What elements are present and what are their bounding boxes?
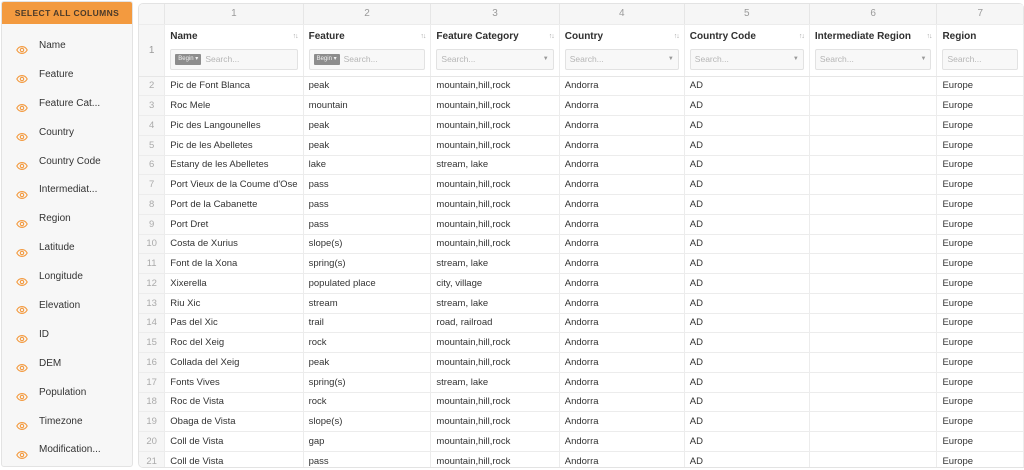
- column-visibility-panel: [1, 1, 133, 467]
- cell-country[interactable]: Andorra: [559, 195, 684, 215]
- cell-region[interactable]: Europe: [937, 195, 1024, 215]
- column-number[interactable]: 3: [431, 4, 559, 24]
- cell-region[interactable]: Europe: [937, 293, 1024, 313]
- cell-feature[interactable]: pass: [303, 175, 431, 195]
- cell-feature[interactable]: pass: [303, 214, 431, 234]
- row-number: 4: [139, 116, 165, 136]
- table-row[interactable]: [139, 116, 1024, 136]
- cell-region[interactable]: Europe: [937, 274, 1024, 294]
- column-toggle-label: Timezone: [39, 415, 83, 427]
- column-title[interactable]: Name: [170, 31, 198, 42]
- data-grid: [138, 3, 1024, 468]
- cell-country[interactable]: Andorra: [559, 116, 684, 136]
- cell-feature[interactable]: pass: [303, 195, 431, 215]
- cell-category[interactable]: mountain,hill,rock: [431, 214, 559, 234]
- sort-icon[interactable]: ↑↓: [292, 33, 298, 40]
- column-title[interactable]: Region: [942, 31, 977, 42]
- cell-region[interactable]: Europe: [937, 135, 1024, 155]
- column-search-input[interactable]: [570, 54, 666, 64]
- cell-category[interactable]: city, village: [431, 274, 559, 294]
- cell-country[interactable]: Andorra: [559, 293, 684, 313]
- cell-name[interactable]: Roc del Xeig: [165, 333, 303, 353]
- cell-region[interactable]: Europe: [937, 333, 1024, 353]
- column-number-row: [139, 4, 1024, 24]
- table-row[interactable]: [139, 392, 1024, 412]
- select-all-columns-button[interactable]: SELECT ALL COLUMNS: [2, 2, 132, 24]
- column-search-input[interactable]: [947, 54, 1013, 64]
- table-row[interactable]: [139, 214, 1024, 234]
- eye-icon[interactable]: [16, 417, 28, 425]
- column-toggle-label: Region: [39, 213, 71, 225]
- column-filter: [565, 49, 679, 70]
- row-number: 21: [139, 451, 165, 468]
- column-toggle-label: Feature Cat...: [39, 97, 101, 109]
- cell-feature[interactable]: stream: [303, 293, 431, 313]
- cell-country[interactable]: Andorra: [559, 96, 684, 116]
- cell-ireg[interactable]: [809, 333, 937, 353]
- cell-code[interactable]: AD: [684, 155, 809, 175]
- row-number: 20: [139, 432, 165, 452]
- row-number: 1: [139, 24, 165, 76]
- cell-region[interactable]: Europe: [937, 392, 1024, 412]
- cell-region[interactable]: Europe: [937, 96, 1024, 116]
- eye-icon[interactable]: [16, 41, 28, 49]
- eye-icon[interactable]: [16, 128, 28, 136]
- cell-code[interactable]: AD: [684, 293, 809, 313]
- cell-name[interactable]: Port Vieux de la Coume d'Ose: [165, 175, 303, 195]
- cell-region[interactable]: Europe: [937, 76, 1024, 96]
- cell-feature[interactable]: pass: [303, 451, 431, 468]
- column-filter: [690, 49, 804, 70]
- cell-region[interactable]: Europe: [937, 116, 1024, 136]
- column-search-input[interactable]: [695, 54, 791, 64]
- row-number: 12: [139, 274, 165, 294]
- row-number: 9: [139, 214, 165, 234]
- table-row[interactable]: [139, 432, 1024, 452]
- cell-category[interactable]: mountain,hill,rock: [431, 116, 559, 136]
- cell-code[interactable]: AD: [684, 135, 809, 155]
- cell-ireg[interactable]: [809, 372, 937, 392]
- cell-ireg[interactable]: [809, 214, 937, 234]
- eye-icon[interactable]: [16, 446, 28, 454]
- cell-name[interactable]: Port Dret: [165, 214, 303, 234]
- eye-icon[interactable]: [16, 157, 28, 165]
- column-toggle-item[interactable]: [2, 320, 132, 349]
- table-row[interactable]: [139, 96, 1024, 116]
- cell-feature[interactable]: spring(s): [303, 254, 431, 274]
- table-row[interactable]: [139, 76, 1024, 96]
- column-header: [684, 24, 809, 76]
- column-toggle-label: Name: [39, 39, 66, 51]
- cell-code[interactable]: AD: [684, 412, 809, 432]
- table-row[interactable]: [139, 274, 1024, 294]
- row-number: 10: [139, 234, 165, 254]
- cell-country[interactable]: Andorra: [559, 214, 684, 234]
- eye-icon[interactable]: [16, 359, 28, 367]
- column-header: [303, 24, 431, 76]
- row-number: 5: [139, 135, 165, 155]
- cell-ireg[interactable]: [809, 412, 937, 432]
- cell-category[interactable]: stream, lake: [431, 155, 559, 175]
- cell-country[interactable]: Andorra: [559, 175, 684, 195]
- cell-region[interactable]: Europe: [937, 155, 1024, 175]
- chevron-down-icon: ▾: [331, 55, 337, 62]
- column-header-top: [565, 30, 679, 44]
- column-toggle-item[interactable]: [2, 349, 132, 378]
- cell-country[interactable]: Andorra: [559, 313, 684, 333]
- column-toggle-item[interactable]: [2, 407, 132, 436]
- cell-name[interactable]: Riu Xic: [165, 293, 303, 313]
- eye-icon[interactable]: [16, 99, 28, 107]
- column-toggle-label: Country: [39, 126, 75, 138]
- cell-feature[interactable]: lake: [303, 155, 431, 175]
- filter-mode-label: Begin: [178, 55, 194, 62]
- cell-name[interactable]: Pic de Font Blanca: [165, 76, 303, 96]
- column-title[interactable]: Intermediate Region: [814, 31, 911, 42]
- cell-name[interactable]: Roc de Vista: [165, 392, 303, 412]
- cell-category[interactable]: mountain,hill,rock: [431, 234, 559, 254]
- table-row[interactable]: [139, 412, 1024, 432]
- cell-country[interactable]: Andorra: [559, 372, 684, 392]
- cell-code[interactable]: AD: [684, 372, 809, 392]
- chevron-down-icon[interactable]: ▼: [542, 56, 549, 62]
- table-row[interactable]: [139, 451, 1024, 468]
- cell-country[interactable]: Andorra: [559, 155, 684, 175]
- cell-name[interactable]: Estany de les Abelletes: [165, 155, 303, 175]
- eye-icon[interactable]: [16, 301, 28, 309]
- column-toggle-item[interactable]: [2, 233, 132, 262]
- column-toggle-item[interactable]: [2, 262, 132, 291]
- cell-code[interactable]: AD: [684, 451, 809, 468]
- row-number: 15: [139, 333, 165, 353]
- column-toggle-item[interactable]: [2, 60, 132, 89]
- column-search-input[interactable]: [205, 54, 292, 64]
- cell-name[interactable]: Obaga de Vista: [165, 412, 303, 432]
- cell-region[interactable]: Europe: [937, 412, 1024, 432]
- sort-icon[interactable]: ↑↓: [926, 33, 932, 40]
- column-filter: [815, 49, 932, 70]
- table-row[interactable]: [139, 293, 1024, 313]
- table-row[interactable]: [139, 313, 1024, 333]
- filter-mode-label: Begin: [316, 55, 332, 62]
- sort-icon[interactable]: ↑↓: [548, 33, 554, 40]
- cell-feature[interactable]: trail: [303, 313, 431, 333]
- cell-code[interactable]: AD: [684, 274, 809, 294]
- column-toggle-label: ID: [39, 328, 49, 340]
- column-toggle-item[interactable]: [2, 204, 132, 233]
- data-table: [139, 4, 1024, 468]
- cell-ireg[interactable]: [809, 234, 937, 254]
- table-row[interactable]: [139, 353, 1024, 373]
- column-toggle-item[interactable]: [2, 175, 132, 204]
- table-row[interactable]: [139, 234, 1024, 254]
- cell-ireg[interactable]: [809, 293, 937, 313]
- cell-country[interactable]: Andorra: [559, 451, 684, 468]
- column-header: [809, 24, 937, 76]
- cell-feature[interactable]: gap: [303, 432, 431, 452]
- cell-name[interactable]: Costa de Xurius: [165, 234, 303, 254]
- cell-category[interactable]: mountain,hill,rock: [431, 96, 559, 116]
- column-toggle-label: Elevation: [39, 299, 81, 311]
- table-row[interactable]: [139, 155, 1024, 175]
- cell-name[interactable]: Port de la Cabanette: [165, 195, 303, 215]
- sort-icon[interactable]: ↑↓: [673, 33, 679, 40]
- column-toggle-item[interactable]: [2, 291, 132, 320]
- cell-ireg[interactable]: [809, 392, 937, 412]
- column-title[interactable]: Feature Category: [436, 31, 519, 42]
- column-filter: [309, 49, 426, 70]
- cell-region[interactable]: Europe: [937, 254, 1024, 274]
- column-title[interactable]: Country: [564, 31, 604, 42]
- cell-feature[interactable]: peak: [303, 76, 431, 96]
- sort-icon[interactable]: ↑↓: [798, 33, 804, 40]
- column-header-top: [436, 30, 553, 44]
- column-header: [937, 24, 1024, 76]
- corner-cell: [139, 4, 165, 24]
- column-header: [431, 24, 559, 76]
- eye-icon[interactable]: [16, 273, 28, 281]
- cell-region[interactable]: Europe: [937, 313, 1024, 333]
- cell-ireg[interactable]: [809, 353, 937, 373]
- column-toggle-label: Country Code: [39, 155, 101, 167]
- eye-icon[interactable]: [16, 330, 28, 338]
- column-search-input[interactable]: [441, 54, 540, 64]
- cell-code[interactable]: AD: [684, 96, 809, 116]
- cell-feature[interactable]: mountain: [303, 96, 431, 116]
- cell-country[interactable]: Andorra: [559, 412, 684, 432]
- column-search-input[interactable]: [344, 54, 421, 64]
- cell-ireg[interactable]: [809, 116, 937, 136]
- column-number[interactable]: 5: [684, 4, 809, 24]
- row-number: 11: [139, 254, 165, 274]
- column-title[interactable]: Feature: [308, 31, 345, 42]
- column-search-input[interactable]: [820, 54, 919, 64]
- column-toggle-label: Longitude: [39, 271, 83, 283]
- column-header: [559, 24, 684, 76]
- cell-ireg[interactable]: [809, 432, 937, 452]
- cell-feature[interactable]: slope(s): [303, 412, 431, 432]
- column-toggle-item[interactable]: [2, 31, 132, 60]
- cell-feature[interactable]: populated place: [303, 274, 431, 294]
- column-toggle-label: Latitude: [39, 242, 75, 254]
- cell-name[interactable]: Pic des Langounelles: [165, 116, 303, 136]
- cell-feature[interactable]: spring(s): [303, 372, 431, 392]
- column-toggle-list: [2, 24, 132, 464]
- cell-name[interactable]: Pas del Xic: [165, 313, 303, 333]
- column-number[interactable]: 1: [165, 4, 303, 24]
- cell-code[interactable]: AD: [684, 76, 809, 96]
- cell-code[interactable]: AD: [684, 214, 809, 234]
- column-toggle-item[interactable]: [2, 89, 132, 118]
- column-toggle-item[interactable]: [2, 435, 132, 464]
- cell-region[interactable]: Europe: [937, 451, 1024, 468]
- cell-category[interactable]: mountain,hill,rock: [431, 333, 559, 353]
- cell-code[interactable]: AD: [684, 392, 809, 412]
- eye-icon[interactable]: [16, 244, 28, 252]
- row-number: 6: [139, 155, 165, 175]
- cell-feature[interactable]: peak: [303, 135, 431, 155]
- cell-code[interactable]: AD: [684, 254, 809, 274]
- cell-category[interactable]: mountain,hill,rock: [431, 432, 559, 452]
- column-toggle-label: Modification...: [39, 444, 101, 456]
- row-number: 14: [139, 313, 165, 333]
- column-number[interactable]: 7: [937, 4, 1024, 24]
- column-toggle-item[interactable]: [2, 147, 132, 176]
- row-number: 19: [139, 412, 165, 432]
- sort-icon[interactable]: ↑↓: [420, 33, 426, 40]
- cell-feature[interactable]: peak: [303, 116, 431, 136]
- column-filter: [942, 49, 1018, 70]
- row-number: 17: [139, 372, 165, 392]
- cell-category[interactable]: mountain,hill,rock: [431, 353, 559, 373]
- chevron-down-icon: ▾: [193, 55, 199, 62]
- eye-icon[interactable]: [16, 215, 28, 223]
- column-toggle-item[interactable]: [2, 118, 132, 147]
- table-row[interactable]: [139, 135, 1024, 155]
- column-number[interactable]: 6: [809, 4, 937, 24]
- cell-code[interactable]: AD: [684, 195, 809, 215]
- cell-country[interactable]: Andorra: [559, 432, 684, 452]
- column-header-top: [815, 30, 932, 44]
- cell-category[interactable]: mountain,hill,rock: [431, 135, 559, 155]
- cell-category[interactable]: road, railroad: [431, 313, 559, 333]
- column-filter: [436, 49, 553, 70]
- table-row[interactable]: [139, 372, 1024, 392]
- cell-region[interactable]: Europe: [937, 234, 1024, 254]
- cell-name[interactable]: Fonts Vives: [165, 372, 303, 392]
- cell-code[interactable]: AD: [684, 234, 809, 254]
- cell-ireg[interactable]: [809, 195, 937, 215]
- header-row: [139, 24, 1024, 76]
- cell-feature[interactable]: rock: [303, 333, 431, 353]
- row-number: 18: [139, 392, 165, 412]
- cell-region[interactable]: Europe: [937, 214, 1024, 234]
- chevron-down-icon[interactable]: ▼: [667, 56, 674, 62]
- cell-ireg[interactable]: [809, 274, 937, 294]
- cell-ireg[interactable]: [809, 76, 937, 96]
- chevron-down-icon[interactable]: ▼: [920, 56, 927, 62]
- cell-country[interactable]: Andorra: [559, 392, 684, 412]
- cell-category[interactable]: mountain,hill,rock: [431, 175, 559, 195]
- cell-category[interactable]: mountain,hill,rock: [431, 392, 559, 412]
- row-number: 2: [139, 76, 165, 96]
- cell-code[interactable]: AD: [684, 313, 809, 333]
- table-row[interactable]: [139, 333, 1024, 353]
- table-row[interactable]: [139, 195, 1024, 215]
- cell-ireg[interactable]: [809, 96, 937, 116]
- cell-category[interactable]: mountain,hill,rock: [431, 76, 559, 96]
- column-number[interactable]: 2: [303, 4, 431, 24]
- cell-region[interactable]: Europe: [937, 432, 1024, 452]
- row-number: 7: [139, 175, 165, 195]
- cell-ireg[interactable]: [809, 254, 937, 274]
- cell-feature[interactable]: slope(s): [303, 234, 431, 254]
- cell-region[interactable]: Europe: [937, 372, 1024, 392]
- column-toggle-label: Feature: [39, 68, 74, 80]
- column-title[interactable]: Country Code: [689, 31, 756, 42]
- table-row[interactable]: [139, 175, 1024, 195]
- cell-name[interactable]: Font de la Xona: [165, 254, 303, 274]
- cell-country[interactable]: Andorra: [559, 274, 684, 294]
- cell-country[interactable]: Andorra: [559, 254, 684, 274]
- eye-icon[interactable]: [16, 70, 28, 78]
- table-body: [139, 76, 1024, 468]
- cell-category[interactable]: mountain,hill,rock: [431, 451, 559, 468]
- column-header-top: [170, 30, 297, 44]
- cell-code[interactable]: AD: [684, 353, 809, 373]
- cell-country[interactable]: Andorra: [559, 76, 684, 96]
- cell-code[interactable]: AD: [684, 175, 809, 195]
- table-row[interactable]: [139, 254, 1024, 274]
- cell-feature[interactable]: peak: [303, 353, 431, 373]
- cell-feature[interactable]: rock: [303, 392, 431, 412]
- cell-category[interactable]: mountain,hill,rock: [431, 412, 559, 432]
- cell-name[interactable]: Coll de Vista: [165, 432, 303, 452]
- cell-country[interactable]: Andorra: [559, 333, 684, 353]
- cell-ireg[interactable]: [809, 451, 937, 468]
- cell-country[interactable]: Andorra: [559, 353, 684, 373]
- cell-ireg[interactable]: [809, 135, 937, 155]
- cell-name[interactable]: Collada del Xeig: [165, 353, 303, 373]
- cell-region[interactable]: Europe: [937, 353, 1024, 373]
- column-header-top: [942, 30, 1018, 44]
- row-number: 16: [139, 353, 165, 373]
- column-toggle-label: Population: [39, 386, 87, 398]
- cell-country[interactable]: Andorra: [559, 135, 684, 155]
- cell-country[interactable]: Andorra: [559, 234, 684, 254]
- cell-region[interactable]: Europe: [937, 175, 1024, 195]
- cell-name[interactable]: Xixerella: [165, 274, 303, 294]
- cell-code[interactable]: AD: [684, 333, 809, 353]
- cell-category[interactable]: mountain,hill,rock: [431, 195, 559, 215]
- column-header-top: [309, 30, 426, 44]
- column-toggle-label: Intermediat...: [39, 184, 98, 196]
- eye-icon[interactable]: [16, 186, 28, 194]
- cell-code[interactable]: AD: [684, 116, 809, 136]
- column-header: [165, 24, 303, 76]
- column-filter: [170, 49, 297, 70]
- cell-category[interactable]: stream, lake: [431, 293, 559, 313]
- cell-name[interactable]: Roc Mele: [165, 96, 303, 116]
- cell-ireg[interactable]: [809, 175, 937, 195]
- row-number: 3: [139, 96, 165, 116]
- filter-mode-dropdown[interactable]: [175, 54, 201, 65]
- column-number[interactable]: 4: [559, 4, 684, 24]
- column-header-top: [690, 30, 804, 44]
- cell-ireg[interactable]: [809, 155, 937, 175]
- cell-category[interactable]: stream, lake: [431, 254, 559, 274]
- column-toggle-label: DEM: [39, 357, 62, 369]
- row-number: 8: [139, 195, 165, 215]
- cell-category[interactable]: stream, lake: [431, 372, 559, 392]
- cell-name[interactable]: Pic de les Abelletes: [165, 135, 303, 155]
- cell-code[interactable]: AD: [684, 432, 809, 452]
- chevron-down-icon[interactable]: ▼: [792, 56, 799, 62]
- column-toggle-item[interactable]: [2, 378, 132, 407]
- cell-name[interactable]: Coll de Vista: [165, 451, 303, 468]
- cell-ireg[interactable]: [809, 313, 937, 333]
- filter-mode-dropdown[interactable]: [314, 54, 340, 65]
- eye-icon[interactable]: [16, 388, 28, 396]
- row-number: 13: [139, 293, 165, 313]
